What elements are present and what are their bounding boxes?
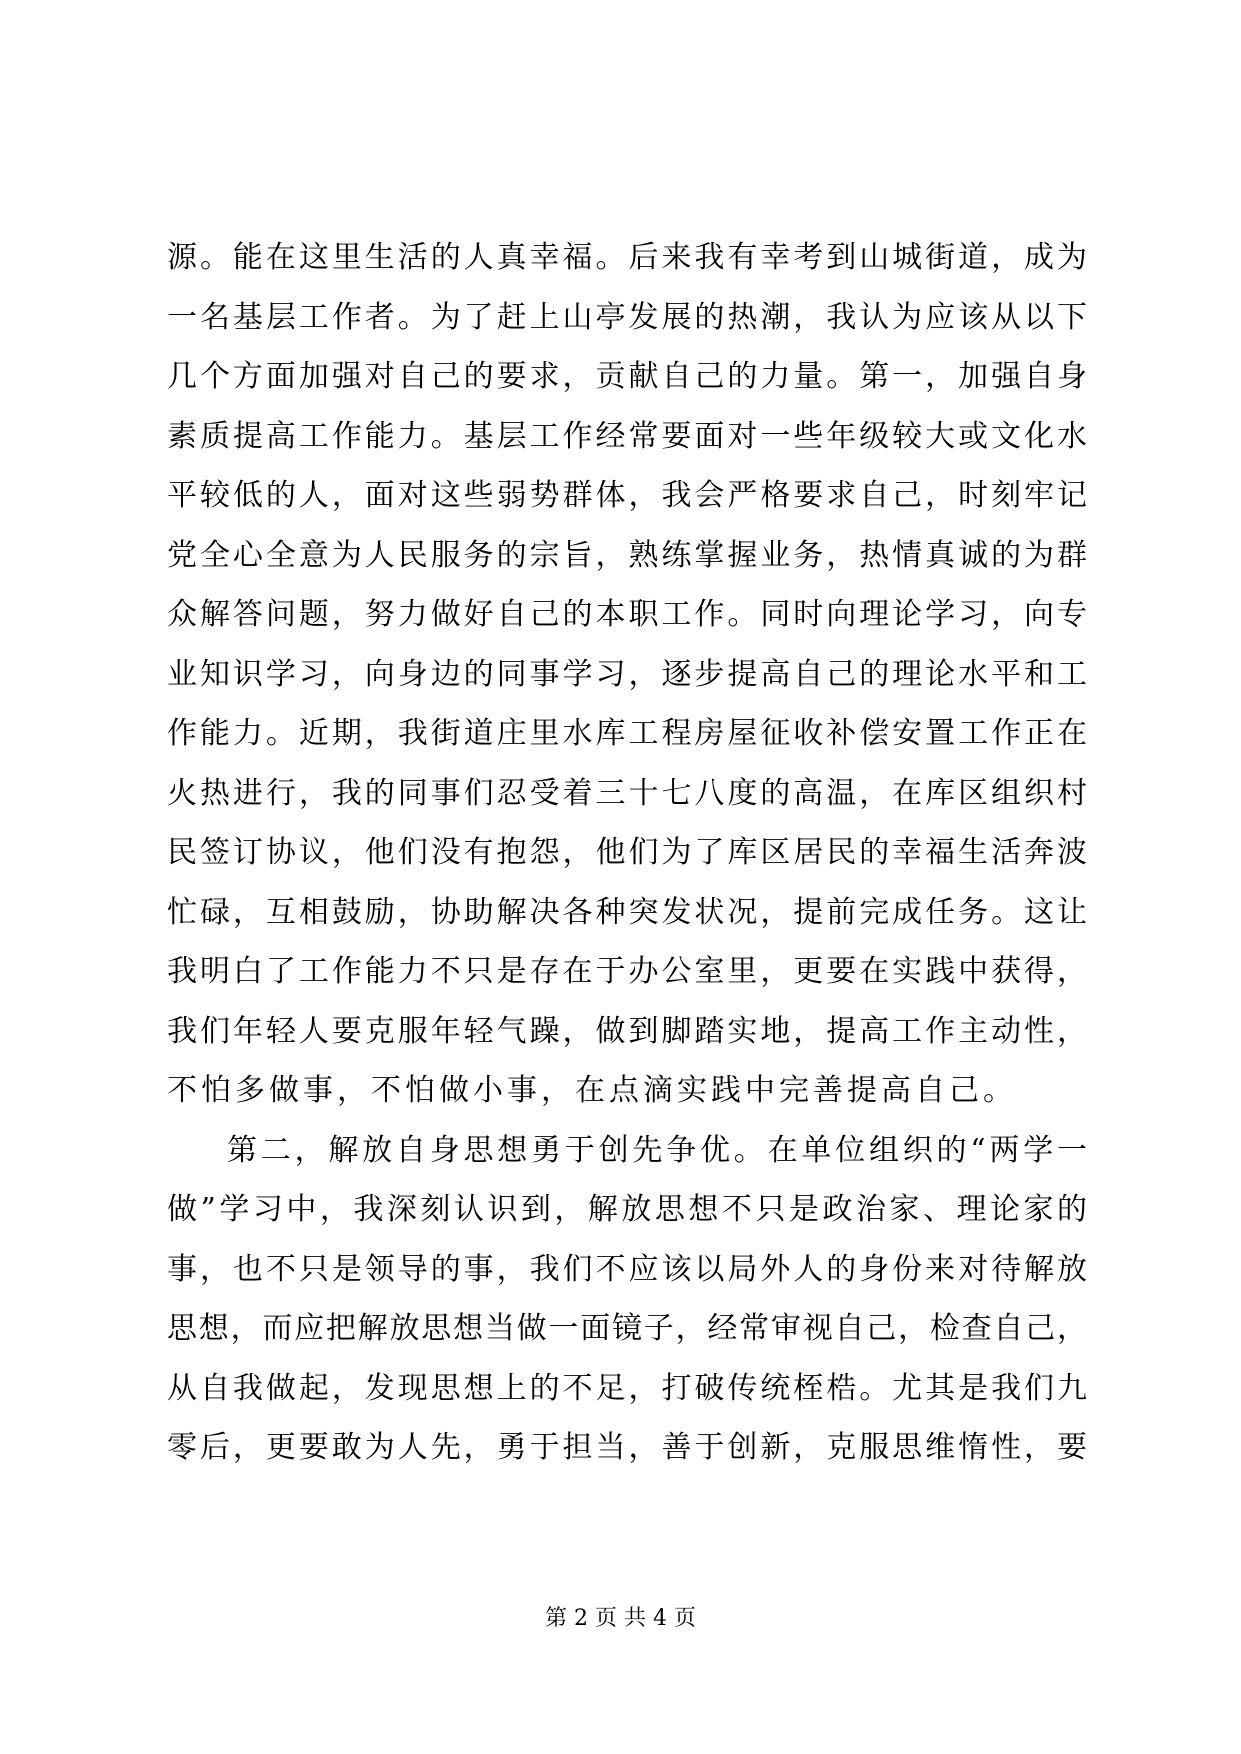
body-text — [167, 228, 1087, 1478]
text-line: 几个方面加强对自己的要求，贡献自己的力量。第一，加强自身 — [167, 359, 1087, 394]
text-line: 源。能在这里生活的人真幸福。后来我有幸考到山城街道，成为 — [167, 240, 1087, 275]
text-line: 民签订协议，他们没有抱怨，他们为了库区居民的幸福生活奔波 — [167, 835, 1087, 870]
text-line: 素质提高工作能力。基层工作经常要面对一些年级较大或文化水 — [167, 418, 1087, 454]
text-line: 一名基层工作者。为了赶上山亭发展的热潮，我认为应该从以下 — [167, 299, 1087, 335]
text-line: 作能力。近期，我街道庄里水库工程房屋征收补偿安置工作正在 — [167, 716, 1087, 751]
text-line: 事，也不只是领导的事，我们不应该以局外人的身份来对待解放 — [167, 1251, 1087, 1287]
text-line: 我们年轻人要克服年轻气躁，做到脚踏实地，提高工作主动性， — [167, 1013, 1087, 1049]
text-line: 忙碌，互相鼓励，协助解决各种突发状况，提前完成任务。这让 — [167, 894, 1087, 930]
text-line: 平较低的人，面对这些弱势群体，我会严格要求自己，时刻牢记 — [167, 478, 1087, 513]
text-line: 我明白了工作能力不只是存在于办公室里，更要在实践中获得， — [167, 954, 1087, 989]
text-line: 零后，更要敢为人先，勇于担当，善于创新，克服思维惰性，要 — [167, 1430, 1087, 1465]
text-line: 从自我做起，发现思想上的不足，打破传统桎梏。尤其是我们九 — [167, 1370, 1087, 1406]
page-footer: 第 2 页 共 4 页 — [545, 1606, 696, 1631]
text-line: 不怕多做事，不怕做小事，在点滴实践中完善提高自己。 — [167, 1073, 1017, 1108]
text-line: 众解答问题，努力做好自己的本职工作。同时向理论学习，向专 — [167, 597, 1087, 632]
text-line: 火热进行，我的同事们忍受着三十七八度的高温，在库区组织村 — [167, 775, 1087, 811]
text-line: 第二，解放自身思想勇于创先争优。在单位组织的“两学一 — [227, 1132, 1087, 1168]
text-line: 思想，而应把解放思想当做一面镜子，经常审视自己，检查自己， — [167, 1311, 1087, 1346]
text-line: 业知识学习，向身边的同事学习，逐步提高自己的理论水平和工 — [167, 656, 1087, 692]
text-line: 做”学习中，我深刻认识到，解放思想不只是政治家、理论家的 — [167, 1192, 1087, 1227]
text-line: 党全心全意为人民服务的宗旨，熟练掌握业务，热情真诚的为群 — [167, 537, 1087, 573]
